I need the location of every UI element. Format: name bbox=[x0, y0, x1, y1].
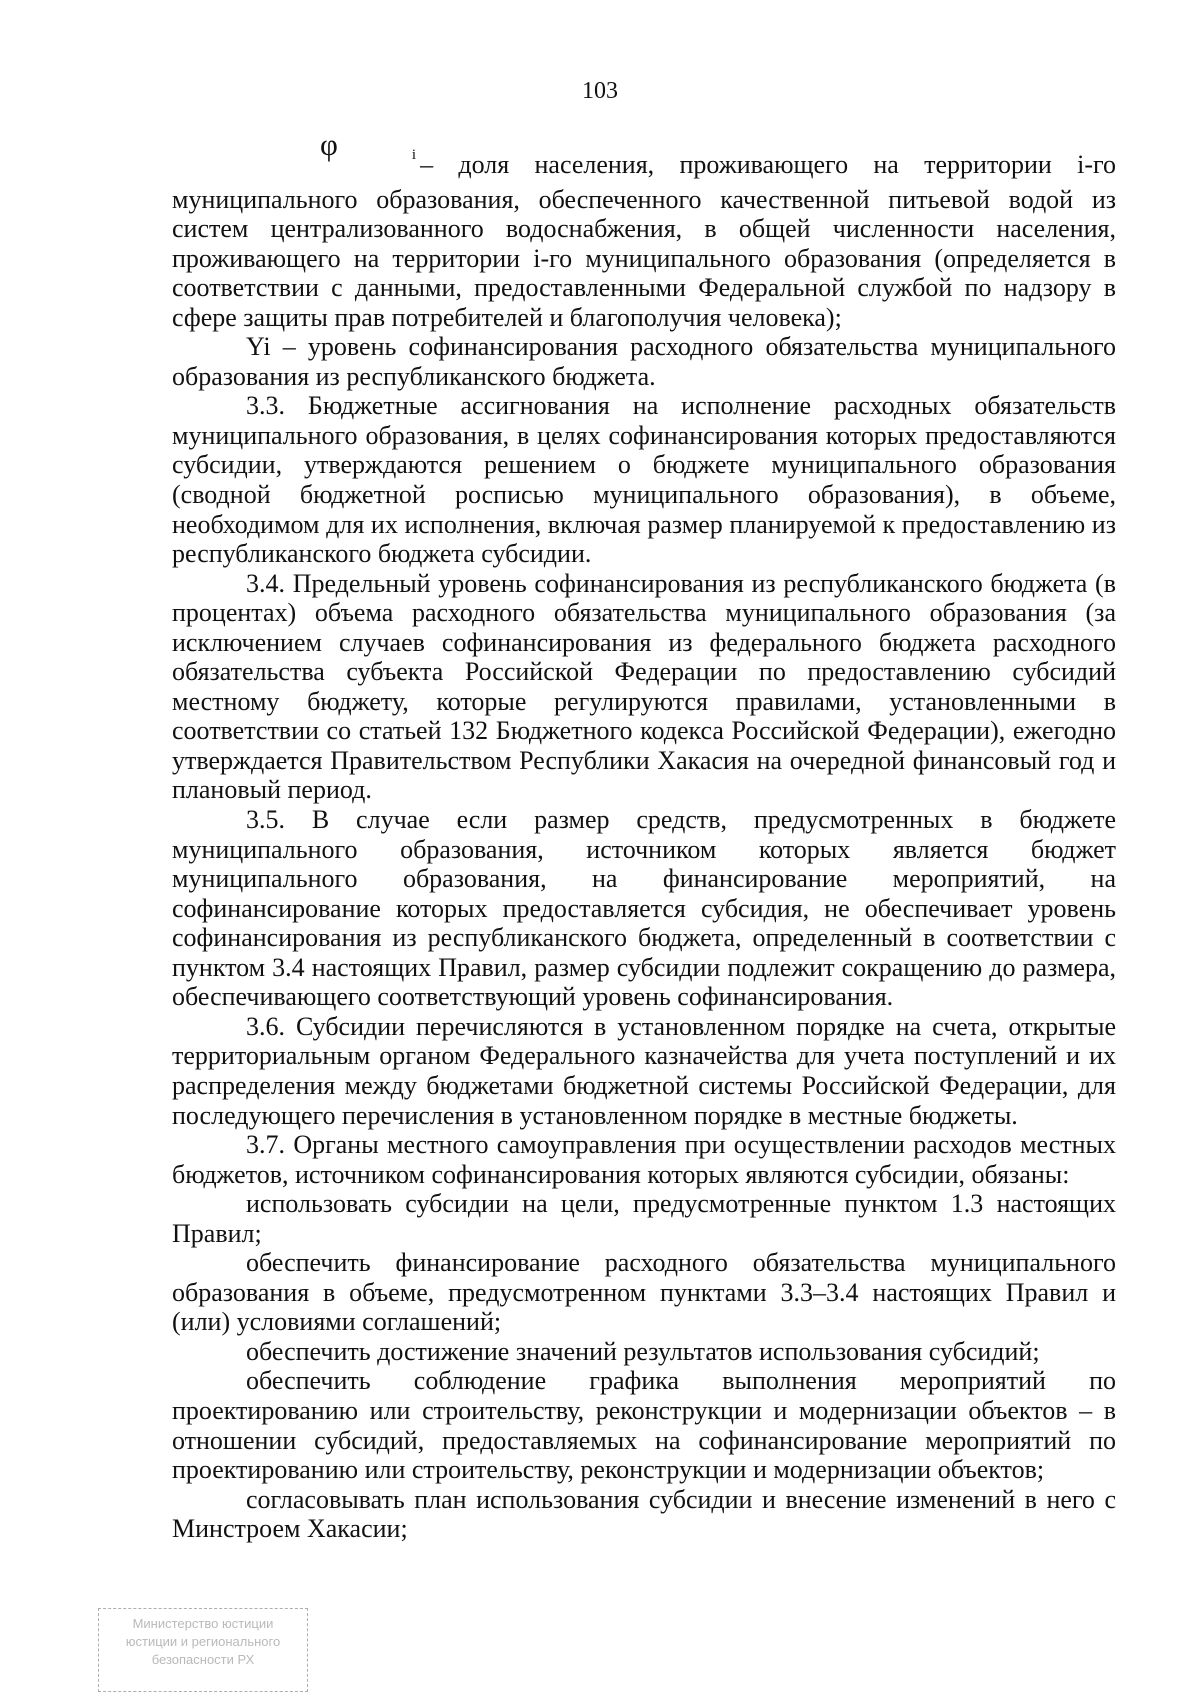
stamp-line: Министерство юстиции bbox=[132, 1616, 274, 1631]
paragraph-3-7: 3.7. Органы местного самоуправления при осуществлении расходов местных бюджетов, источником софинансирования которых являются субсидии, обязаны: bbox=[172, 1130, 1116, 1189]
stamp-line: безопасности РХ bbox=[151, 1652, 255, 1667]
obligation-item: обеспечить достижение значений результатов использования субсидий; bbox=[246, 1336, 1040, 1366]
phi-definition-paragraph bbox=[172, 127, 1116, 332]
stamp-line: юстиции и регионального bbox=[125, 1634, 281, 1649]
paragraph-3-5: 3.5. В случае если размер средств, предусмотренных в бюджете муниципального образования, источником которых является бюджет муниципального образования, на финансирование мероприятий, на софинансирование которых предоставляется субсидия, не обеспечивает уровень софинансирования из республиканского бюджета, определенный в соответствии с пунктом 3.4 настоящих Правил, размер субсидии подлежит сокращению до размера, обеспечивающего соответствующий уровень софинансирования. bbox=[172, 805, 1116, 1012]
obligation-item: обеспечить соблюдение графика выполнения мероприятий по проектированию или строительству, реконструкции и модернизации объектов – в отношении субсидий, предоставляемых на софинансирование мероприятий по проектированию или строительству, реконструкции и модернизации объектов; bbox=[172, 1366, 1116, 1485]
document-body bbox=[172, 127, 1116, 1544]
yi-definition-paragraph: Yi – уровень софинансирования расходного обязательства муниципального образования из республиканского бюджета. bbox=[172, 332, 1116, 391]
page-number: 103 bbox=[582, 78, 618, 104]
obligation-item: использовать субсидии на цели, предусмотренные пунктом 1.3 настоящих Правил; bbox=[172, 1189, 1116, 1248]
phi-symbol: φ bbox=[320, 127, 338, 162]
paragraph-3-3: 3.3. Бюджетные ассигнования на исполнение расходных обязательств муниципального образования, в целях софинансирования которых предоставляются субсидии, утверждаются решением о бюджете муниципального образования (сводной бюджетной росписью муниципального образования), в объеме, необходимом для их исполнения, включая размер планируемой к предоставлению из республиканского бюджета субсидии. bbox=[172, 391, 1116, 569]
phi-definition-text: – доля населения, проживающего на территории i-го муниципального образования, обеспеченного качественной питьевой водой из систем централизованного водоснабжения, в общей численности населения, проживающего на территории i-го муниципального образования (определяется в соответствии с данными, предоставленными Федеральной службой по надзору в сфере защиты прав потребителей и благополучия человека); bbox=[172, 150, 1116, 332]
paragraph-3-6: 3.6. Субсидии перечисляются в установленном порядке на счета, открытые территориальным органом Федерального казначейства для учета поступлений и их распределения между бюджетами бюджетной системы Российской Федерации, для последующего перечисления в установленном порядке в местные бюджеты. bbox=[172, 1011, 1116, 1130]
obligation-item: обеспечить финансирование расходного обязательства муниципального образования в объеме, предусмотренном пунктами 3.3–3.4 настоящих Правил и (или) условиями соглашений; bbox=[172, 1248, 1116, 1337]
paragraph-3-4: 3.4. Предельный уровень софинансирования из республиканского бюджета (в процентах) объема расходного обязательства муниципального образования (за исключением случаев софинансирования из федерального бюджета расходного обязательства субъекта Российской Федерации по предоставлению субсидий местному бюджету, которые регулируются правилами, установленными в соответствии со статьей 132 Бюджетного кодекса Российской Федерации), ежегодно утверждается Правительством Республики Хакасия на очередной финансовый год и плановый период. bbox=[172, 568, 1116, 805]
registration-stamp bbox=[98, 1608, 308, 1692]
obligation-item: согласовывать план использования субсидии и внесение изменений в него с Минстроем Хакасии; bbox=[172, 1484, 1116, 1544]
phi-subscript: i bbox=[411, 147, 417, 163]
